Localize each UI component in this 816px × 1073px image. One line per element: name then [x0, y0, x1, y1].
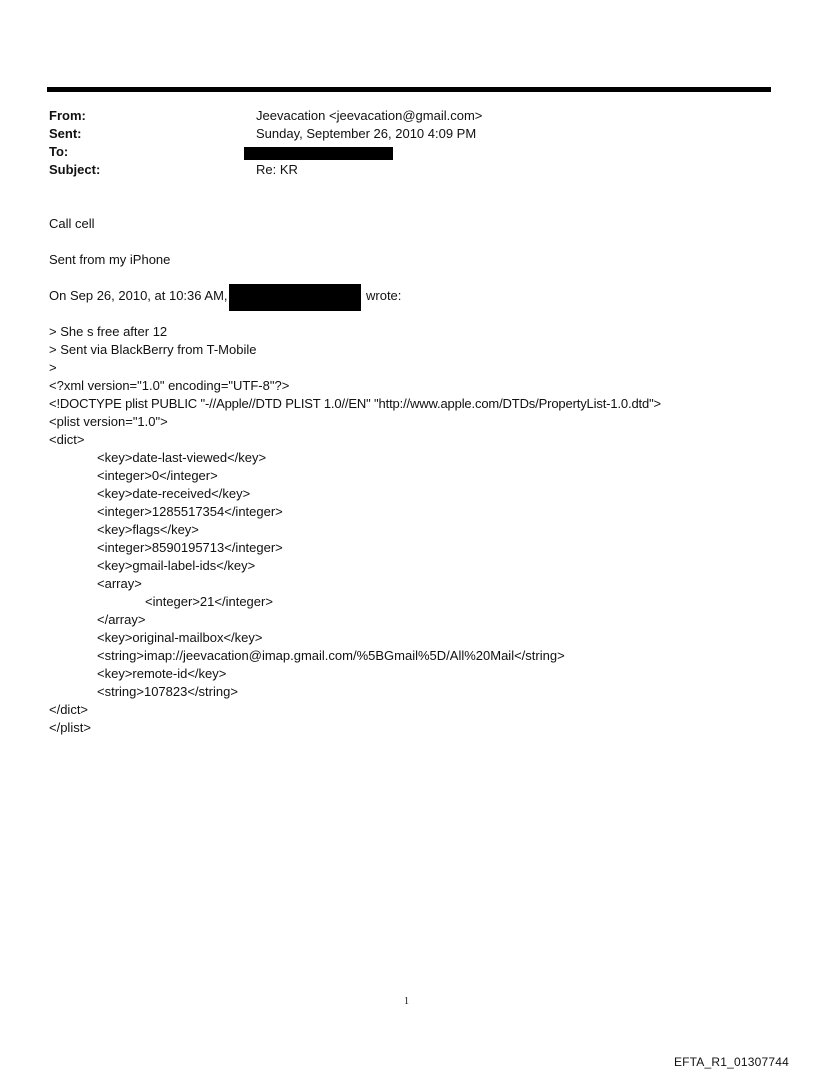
plist-line: <?xml version="1.0" encoding="UTF-8"?>: [49, 378, 290, 393]
to-redaction: [244, 147, 393, 160]
plist-line: <integer>21</integer>: [145, 594, 273, 609]
from-value: Jeevacation <jeevacation@gmail.com>: [256, 108, 483, 123]
plist-line: <key>original-mailbox</key>: [97, 630, 263, 645]
plist-line: <key>gmail-label-ids</key>: [97, 558, 256, 573]
plist-line: <plist version="1.0">: [49, 414, 168, 429]
sent-value: Sunday, September 26, 2010 4:09 PM: [256, 126, 477, 141]
subject-label: Subject:: [49, 162, 101, 177]
bates-number: EFTA_R1_01307744: [673, 1055, 789, 1069]
header-rule: [47, 87, 771, 92]
plist-line: <integer>8590195713</integer>: [97, 540, 283, 555]
body-line-signature: Sent from my iPhone: [49, 252, 171, 267]
plist-line: </plist>: [49, 720, 91, 735]
plist-line: <dict>: [49, 432, 85, 447]
plist-line: <key>remote-id</key>: [97, 666, 227, 681]
to-label: To:: [49, 144, 69, 159]
quote-intro-suffix: wrote:: [366, 288, 402, 303]
plist-line: </array>: [97, 612, 146, 627]
plist-line: <array>: [97, 576, 142, 591]
plist-line: <key>flags</key>: [97, 522, 199, 537]
quoted-line: > Sent via BlackBerry from T-Mobile: [49, 342, 257, 357]
sent-label: Sent:: [49, 126, 82, 141]
body-line-call-cell: Call cell: [49, 216, 95, 231]
quoted-line: >: [49, 360, 57, 375]
page-number: 1: [404, 996, 409, 1007]
subject-value: Re: KR: [256, 162, 298, 177]
plist-line: <integer>1285517354</integer>: [97, 504, 283, 519]
plist-line: <key>date-last-viewed</key>: [97, 450, 267, 465]
plist-line: <integer>0</integer>: [97, 468, 218, 483]
quoted-line: > She s free after 12: [49, 324, 168, 339]
sender-redaction: [229, 284, 361, 311]
plist-line: <!DOCTYPE plist PUBLIC "-//Apple//DTD PLIST 1.0//EN" "http://www.apple.com/DTDs/PropertyList-1.0.dtd">: [49, 396, 661, 411]
from-label: From:: [49, 108, 86, 123]
plist-line: </dict>: [49, 702, 89, 717]
plist-line: <key>date-received</key>: [97, 486, 251, 501]
plist-line: <string>imap://jeevacation@imap.gmail.com/%5BGmail%5D/All%20Mail</string>: [97, 648, 565, 663]
quote-intro-prefix: On Sep 26, 2010, at 10:36 AM,: [49, 288, 228, 303]
plist-line: <string>107823</string>: [97, 684, 238, 699]
